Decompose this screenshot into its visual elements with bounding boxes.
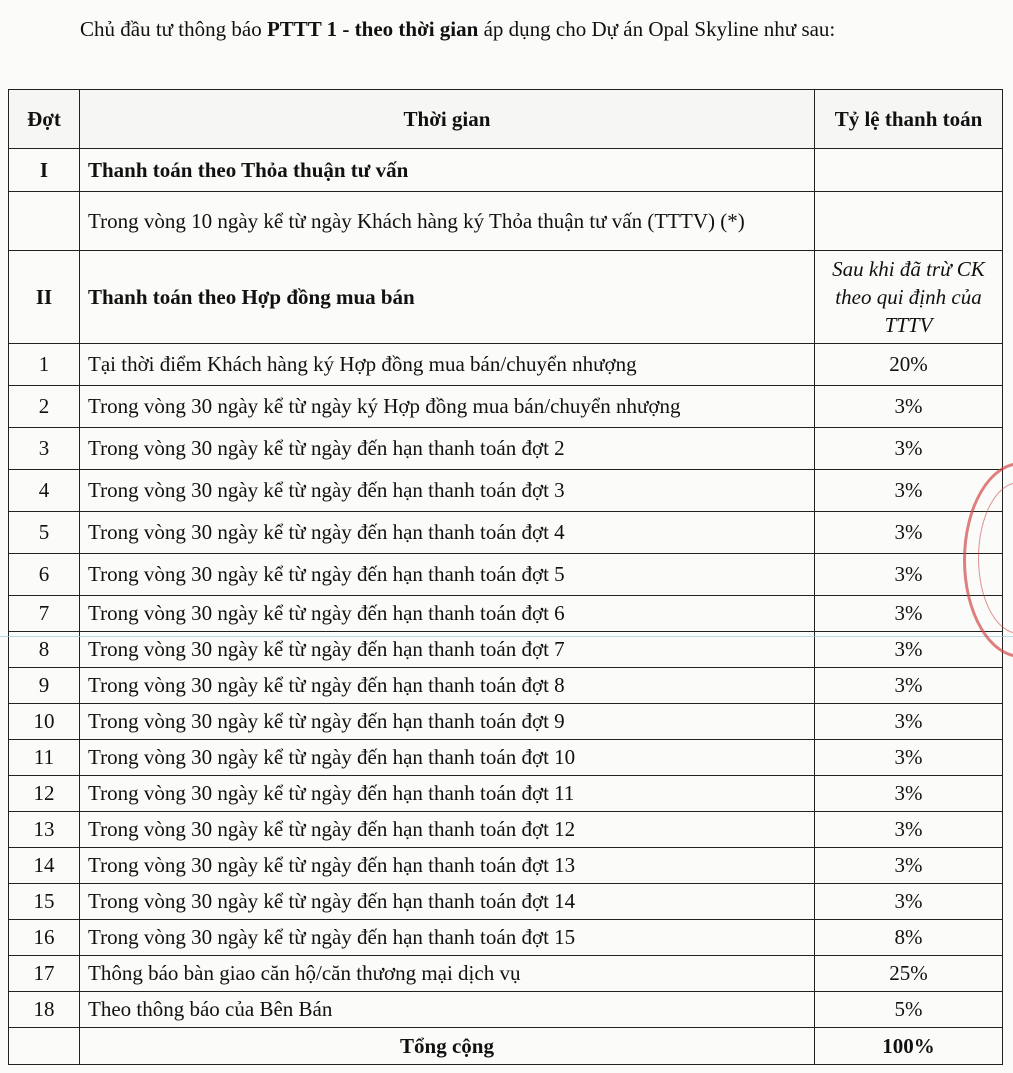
section-1-num: I bbox=[9, 149, 80, 192]
table-row bbox=[9, 704, 1003, 740]
row-desc: Theo thông báo của Bên Bán bbox=[80, 992, 815, 1028]
table-row bbox=[9, 884, 1003, 920]
row-num: 7 bbox=[9, 596, 80, 632]
table-row bbox=[9, 920, 1003, 956]
row-desc: Trong vòng 30 ngày kể từ ngày đến hạn thanh toán đợt 5 bbox=[80, 554, 815, 596]
total-num bbox=[9, 1028, 80, 1065]
row-rate: 8% bbox=[815, 920, 1003, 956]
row-desc: Trong vòng 30 ngày kể từ ngày đến hạn thanh toán đợt 9 bbox=[80, 704, 815, 740]
table-row bbox=[9, 992, 1003, 1028]
row-rate: 3% bbox=[815, 428, 1003, 470]
row-rate: 3% bbox=[815, 470, 1003, 512]
total-rate: 100% bbox=[815, 1028, 1003, 1065]
row-num: 16 bbox=[9, 920, 80, 956]
payment-schedule-table bbox=[8, 89, 1003, 1065]
row-desc: Trong vòng 30 ngày kể từ ngày đến hạn thanh toán đợt 11 bbox=[80, 776, 815, 812]
row-rate: 3% bbox=[815, 704, 1003, 740]
section-1-title: Thanh toán theo Thỏa thuận tư vấn bbox=[80, 149, 815, 192]
row-desc: Trong vòng 30 ngày kể từ ngày đến hạn thanh toán đợt 12 bbox=[80, 812, 815, 848]
section-row-2 bbox=[9, 251, 1003, 344]
intro-paragraph bbox=[80, 12, 960, 46]
row-rate: 3% bbox=[815, 884, 1003, 920]
row-desc: Thông báo bàn giao căn hộ/căn thương mại dịch vụ bbox=[80, 956, 815, 992]
section-1-sub-row bbox=[9, 192, 1003, 251]
row-rate: 3% bbox=[815, 848, 1003, 884]
row-num: 5 bbox=[9, 512, 80, 554]
table-row bbox=[9, 428, 1003, 470]
section-1-rate bbox=[815, 149, 1003, 192]
row-desc: Trong vòng 30 ngày kể từ ngày đến hạn thanh toán đợt 4 bbox=[80, 512, 815, 554]
section-row-1 bbox=[9, 149, 1003, 192]
row-rate: 20% bbox=[815, 344, 1003, 386]
row-num: 17 bbox=[9, 956, 80, 992]
row-num: 14 bbox=[9, 848, 80, 884]
table-row bbox=[9, 512, 1003, 554]
table-row bbox=[9, 470, 1003, 512]
row-desc: Tại thời điểm Khách hàng ký Hợp đồng mua bán/chuyển nhượng bbox=[80, 344, 815, 386]
table-row bbox=[9, 668, 1003, 704]
row-num: 12 bbox=[9, 776, 80, 812]
row-num: 9 bbox=[9, 668, 80, 704]
total-row bbox=[9, 1028, 1003, 1065]
scan-line bbox=[0, 636, 1013, 637]
row-num: 4 bbox=[9, 470, 80, 512]
row-rate: 5% bbox=[815, 992, 1003, 1028]
row-desc: Trong vòng 30 ngày kể từ ngày đến hạn thanh toán đợt 3 bbox=[80, 470, 815, 512]
row-num: 13 bbox=[9, 812, 80, 848]
row-num: 15 bbox=[9, 884, 80, 920]
row-desc: Trong vòng 30 ngày kể từ ngày đến hạn thanh toán đợt 7 bbox=[80, 632, 815, 668]
header-dot: Đợt bbox=[9, 90, 80, 149]
row-rate: 3% bbox=[815, 668, 1003, 704]
row-rate: 3% bbox=[815, 554, 1003, 596]
table-row bbox=[9, 596, 1003, 632]
row-desc: Trong vòng 30 ngày kể từ ngày đến hạn thanh toán đợt 15 bbox=[80, 920, 815, 956]
intro-prefix: Chủ đầu tư thông báo bbox=[80, 17, 267, 41]
intro-bold: PTTT 1 - theo thời gian bbox=[266, 17, 479, 41]
header-time: Thời gian bbox=[80, 90, 815, 149]
table-row bbox=[9, 956, 1003, 992]
header-rate: Tỷ lệ thanh toán bbox=[815, 90, 1003, 149]
table-row bbox=[9, 740, 1003, 776]
row-desc: Trong vòng 30 ngày kể từ ngày đến hạn thanh toán đợt 2 bbox=[80, 428, 815, 470]
row-desc: Trong vòng 30 ngày kể từ ngày đến hạn thanh toán đợt 13 bbox=[80, 848, 815, 884]
table-row bbox=[9, 386, 1003, 428]
row-num: 10 bbox=[9, 704, 80, 740]
row-desc: Trong vòng 30 ngày kể từ ngày đến hạn thanh toán đợt 14 bbox=[80, 884, 815, 920]
row-rate: 3% bbox=[815, 386, 1003, 428]
section-1-sub-num bbox=[9, 192, 80, 251]
section-1-sub-desc: Trong vòng 10 ngày kể từ ngày Khách hàng ký Thỏa thuận tư vấn (TTTV) (*) bbox=[80, 192, 815, 251]
row-desc: Trong vòng 30 ngày kể từ ngày đến hạn thanh toán đợt 8 bbox=[80, 668, 815, 704]
row-desc: Trong vòng 30 ngày kể từ ngày đến hạn thanh toán đợt 10 bbox=[80, 740, 815, 776]
table-row bbox=[9, 812, 1003, 848]
row-num: 3 bbox=[9, 428, 80, 470]
row-num: 18 bbox=[9, 992, 80, 1028]
row-rate: 3% bbox=[815, 632, 1003, 668]
intro-suffix: áp dụng cho Dự án Opal Skyline như sau: bbox=[478, 17, 836, 41]
row-rate: 3% bbox=[815, 512, 1003, 554]
row-num: 1 bbox=[9, 344, 80, 386]
row-num: 8 bbox=[9, 632, 80, 668]
table-row bbox=[9, 848, 1003, 884]
table-row bbox=[9, 554, 1003, 596]
row-desc: Trong vòng 30 ngày kể từ ngày ký Hợp đồng mua bán/chuyển nhượng bbox=[80, 386, 815, 428]
row-num: 6 bbox=[9, 554, 80, 596]
row-num: 2 bbox=[9, 386, 80, 428]
total-label: Tổng cộng bbox=[80, 1028, 815, 1065]
table-row bbox=[9, 776, 1003, 812]
section-2-num: II bbox=[9, 251, 80, 344]
section-2-note: Sau khi đã trừ CK theo qui định của TTTV bbox=[815, 251, 1003, 344]
row-rate: 3% bbox=[815, 596, 1003, 632]
row-rate: 3% bbox=[815, 812, 1003, 848]
section-2-title: Thanh toán theo Hợp đồng mua bán bbox=[80, 251, 815, 344]
row-num: 11 bbox=[9, 740, 80, 776]
table-row bbox=[9, 344, 1003, 386]
table-header-row bbox=[9, 90, 1003, 149]
section-1-sub-rate bbox=[815, 192, 1003, 251]
row-desc: Trong vòng 30 ngày kể từ ngày đến hạn thanh toán đợt 6 bbox=[80, 596, 815, 632]
row-rate: 25% bbox=[815, 956, 1003, 992]
row-rate: 3% bbox=[815, 740, 1003, 776]
row-rate: 3% bbox=[815, 776, 1003, 812]
